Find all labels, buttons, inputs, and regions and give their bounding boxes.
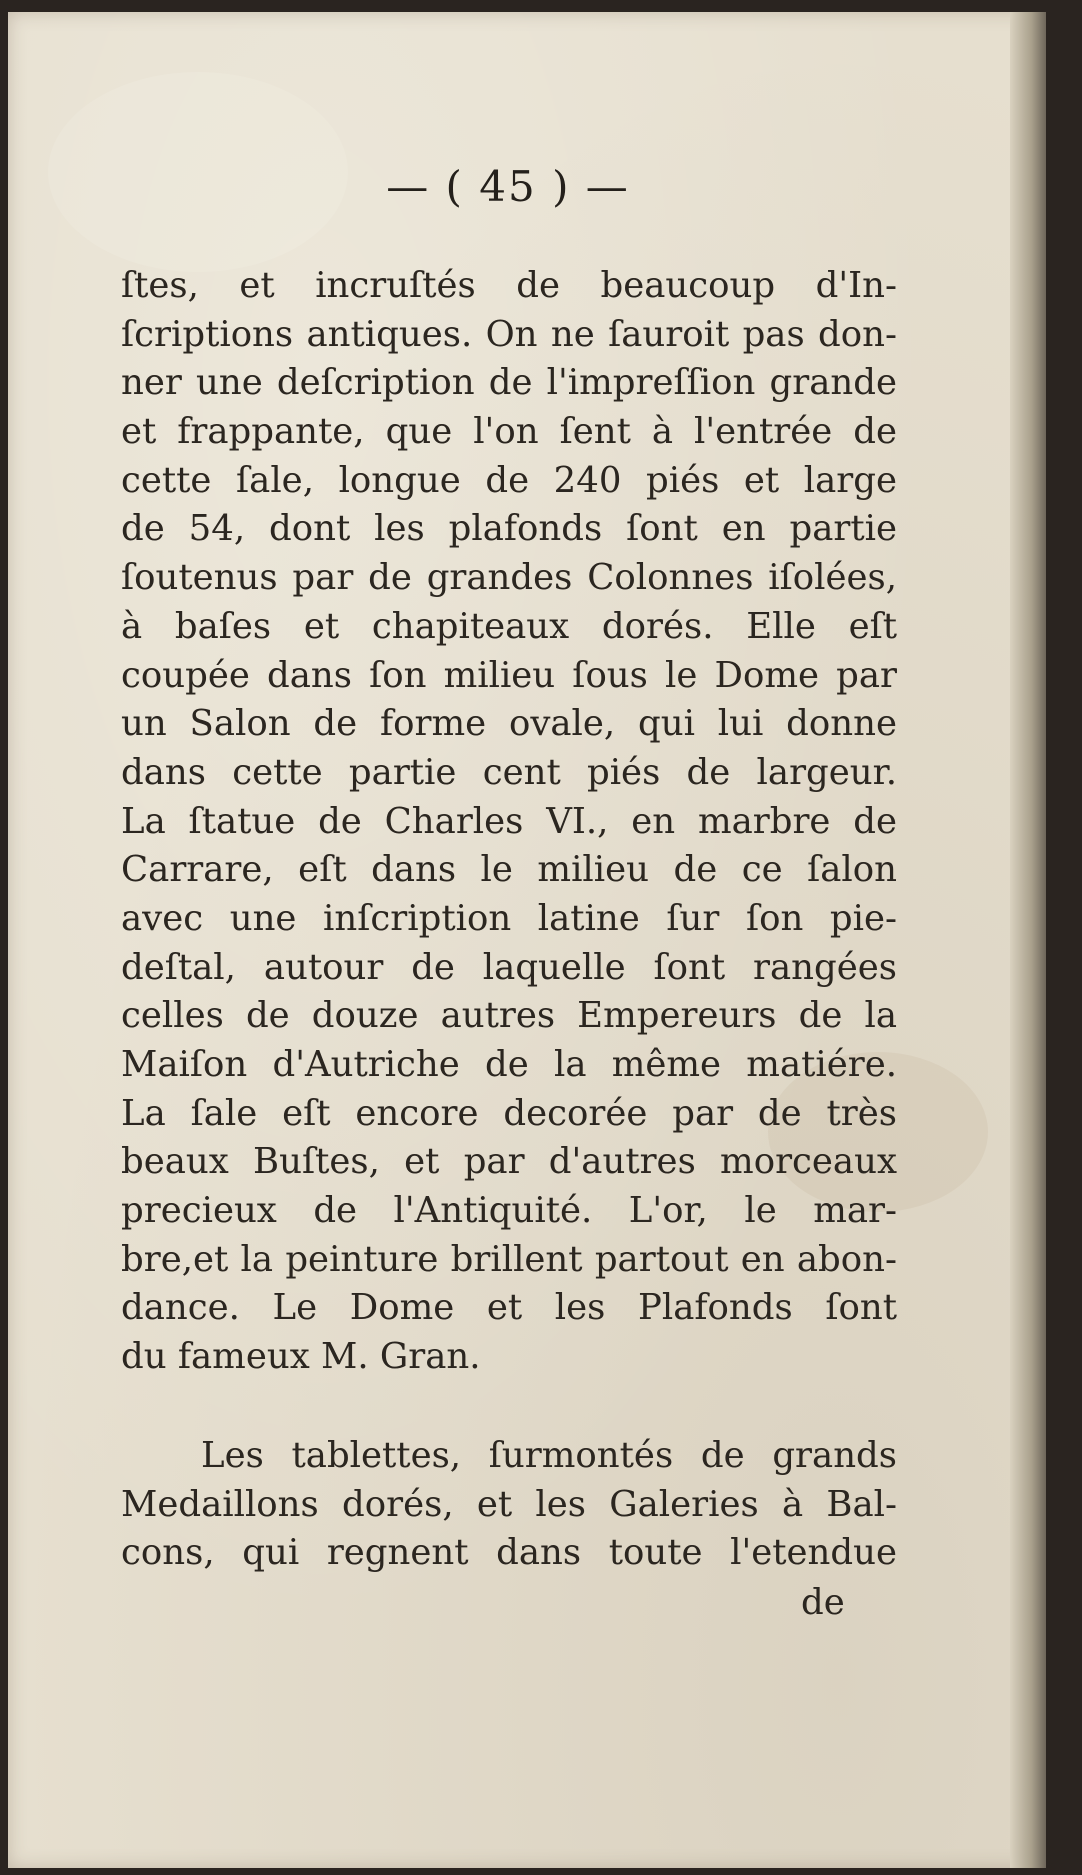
book-page: [8, 12, 1046, 1868]
paragraph-1: [121, 262, 897, 1382]
text-line: ſoutenus par de grandes Colonnes iſolées,: [121, 557, 897, 599]
text-line: beaux Buſtes, et par d'autres morceaux: [121, 1141, 897, 1183]
catchword: de: [801, 1582, 845, 1623]
text-line: La ſale eſt encore decorée par de très: [121, 1092, 897, 1134]
paragraph-2: [121, 1432, 897, 1578]
text-line: deſtal, autour de laquelle ſont rangées: [121, 946, 897, 988]
text-line: dans cette partie cent piés de largeur.: [121, 751, 897, 793]
text-line: precieux de l'Antiquité. L'or, le mar-: [121, 1190, 897, 1232]
text-line: La ſtatue de Charles VI., en marbre de: [121, 800, 897, 842]
text-line: Carrare, eſt dans le milieu de ce ſalon: [121, 849, 897, 891]
text-line: un Salon de forme ovale, qui lui donne: [121, 703, 897, 745]
text-line: coupée dans ſon milieu ſous le Dome par: [121, 654, 897, 696]
text-line: bre,et la peinture brillent partout en abon-: [121, 1238, 897, 1280]
page-number-header: — ( 45 ) —: [386, 162, 630, 211]
text-line: cette ſale, longue de 240 piés et large: [121, 459, 897, 501]
text-line: à baſes et chapiteaux dorés. Elle eſt: [121, 605, 897, 647]
text-line: ſcriptions antiques. On ne ſauroit pas don-: [121, 313, 897, 355]
text-line: cons, qui regnent dans toute l'etendue: [121, 1532, 897, 1574]
text-line: du fameux M. Gran.: [121, 1336, 481, 1378]
text-line: ſtes, et incruſtés de beaucoup d'In-: [121, 265, 897, 306]
text-line: Medaillons dorés, et les Galeries à Bal-: [121, 1483, 897, 1525]
text-line: dance. Le Dome et les Plafonds ſont: [121, 1287, 897, 1329]
page-edge: [1010, 12, 1046, 1868]
text-line: et frappante, que l'on ſent à l'entrée de: [121, 411, 897, 453]
text-line: ner une deſcription de l'impreſſion grande: [121, 362, 897, 404]
text-line: celles de douze autres Empereurs de la: [121, 995, 897, 1037]
text-line: Maiſon d'Autriche de la même matiére.: [121, 1044, 897, 1085]
text-line: Les tablettes, ſurmontés de grands: [201, 1435, 897, 1476]
text-line: de 54, dont les plafonds ſont en partie: [121, 508, 897, 550]
text-line: avec une inſcription latine ſur ſon pie-: [121, 897, 897, 939]
